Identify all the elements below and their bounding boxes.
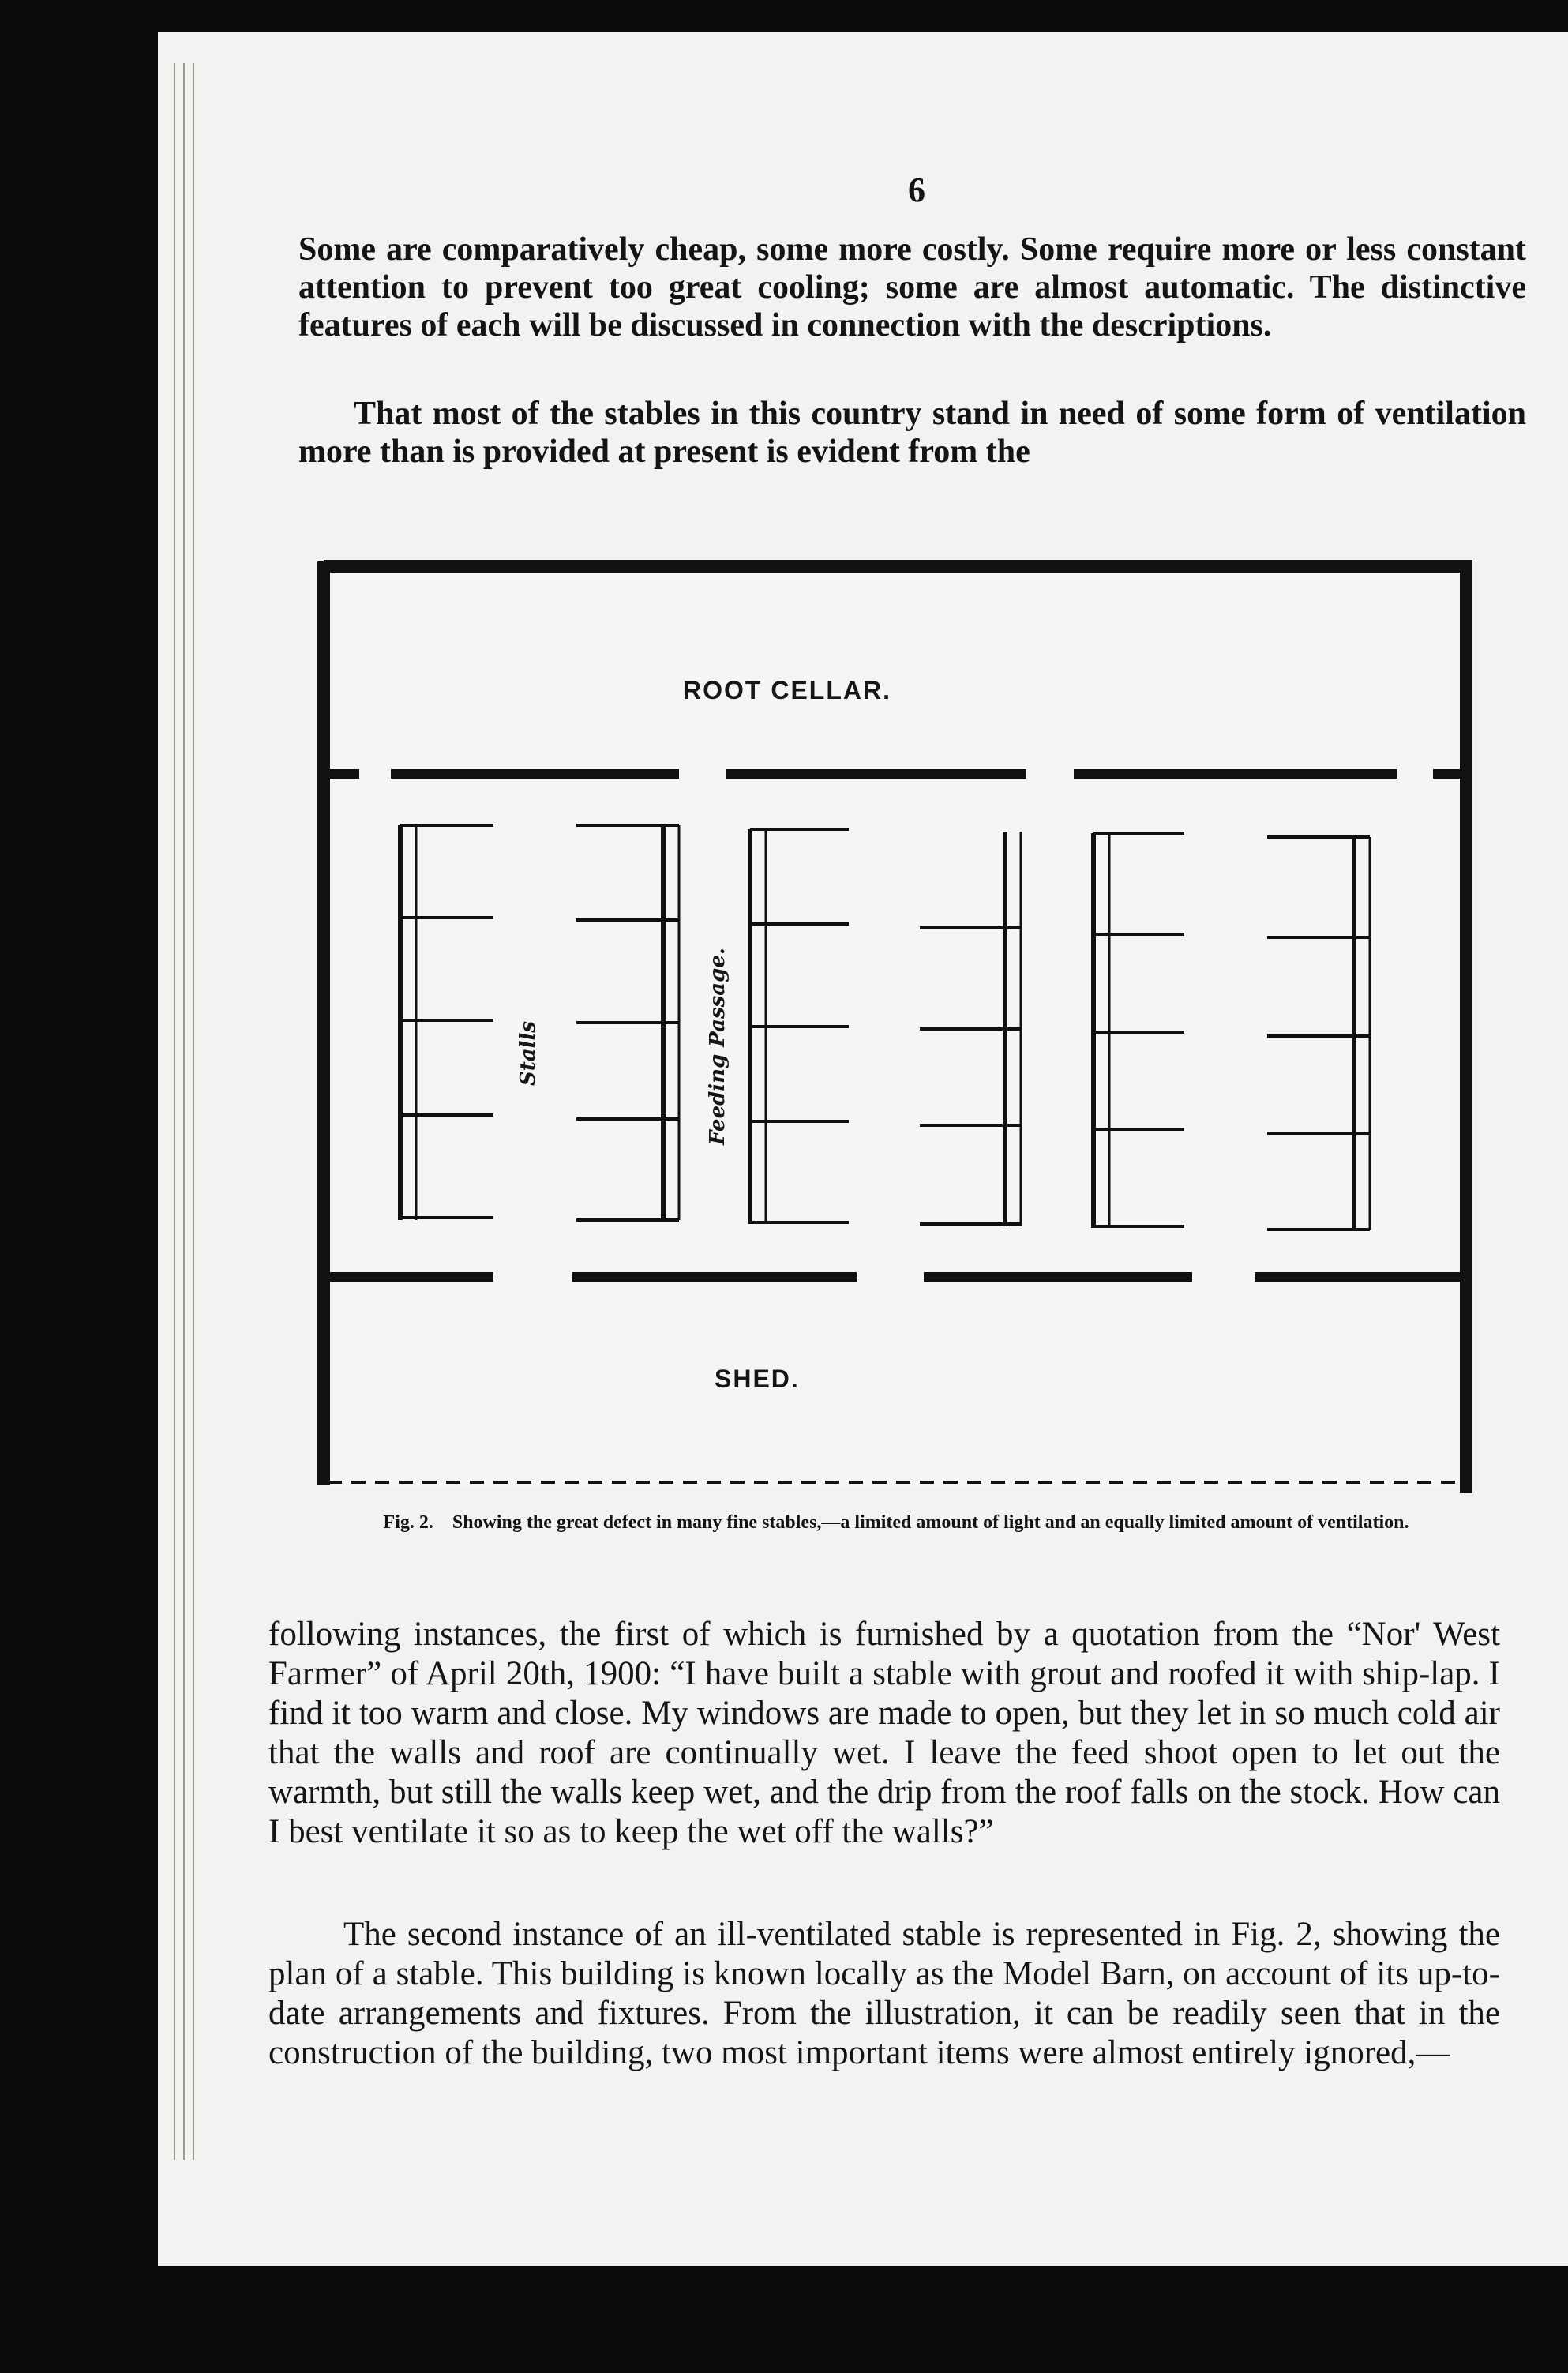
page-number: 6 bbox=[908, 171, 925, 209]
stable-plan-drawing bbox=[312, 549, 1488, 1496]
paragraph-opening: Some are comparatively cheap, some more costly. Some require more or less constant attention to prevent too great cooling; some are almost automatic. The distinctive features of each will be discussed in connection with the descriptions. bbox=[298, 231, 1526, 344]
page-edge-line bbox=[174, 63, 175, 2160]
stable-plan-figure bbox=[312, 549, 1488, 1496]
page-edge-line bbox=[183, 63, 185, 2160]
figure-caption-text: Showing the great defect in many fine stables,—a limited amount of light and an equally limited amount of ventilation. bbox=[452, 1512, 1409, 1533]
root-cellar-label: ROOT CELLAR. bbox=[683, 676, 891, 704]
scan-border-bottom bbox=[0, 2266, 1568, 2373]
plan-background bbox=[324, 566, 1472, 1486]
shed-label: SHED. bbox=[715, 1365, 800, 1393]
stalls-label: Stalls bbox=[516, 1020, 540, 1086]
feeding-passage-label: Feeding Passage. bbox=[706, 948, 730, 1145]
paragraph-quotation: following instances, the first of which is furnished by a quotation from the “Nor' West Farmer” of April 20th, 1900: “I have built a stable with grout and roofed it with ship-lap. I find it too warm and close. My windows are made to open, but they let in so much cold air that the walls and roof are continually wet. I leave the feed shoot open to let out the warmth, but still the walls keep wet, and the drip from the roof falls on the stock. How can I best ventilate it so as to keep the wet off the walls?” bbox=[268, 1616, 1500, 1850]
figure-caption-number: Fig. 2. bbox=[383, 1512, 433, 1533]
page-edge-line bbox=[193, 63, 194, 2160]
figure-caption bbox=[351, 1512, 1441, 1533]
paragraph-stables: That most of the stables in this country stand in need of some form of ventilation more than is provided at present is evident from the bbox=[298, 396, 1526, 470]
paragraph-model-barn: The second instance of an ill-ventilated stable is represented in Fig. 2, showing the plan of a stable. This building is known locally as the Model Barn, on account of its up-to-date arrangements and fixtures. From the illustration, it can be readily seen that in the construction of the building, two most important items were almost entirely ignored,— bbox=[268, 1916, 1500, 2071]
